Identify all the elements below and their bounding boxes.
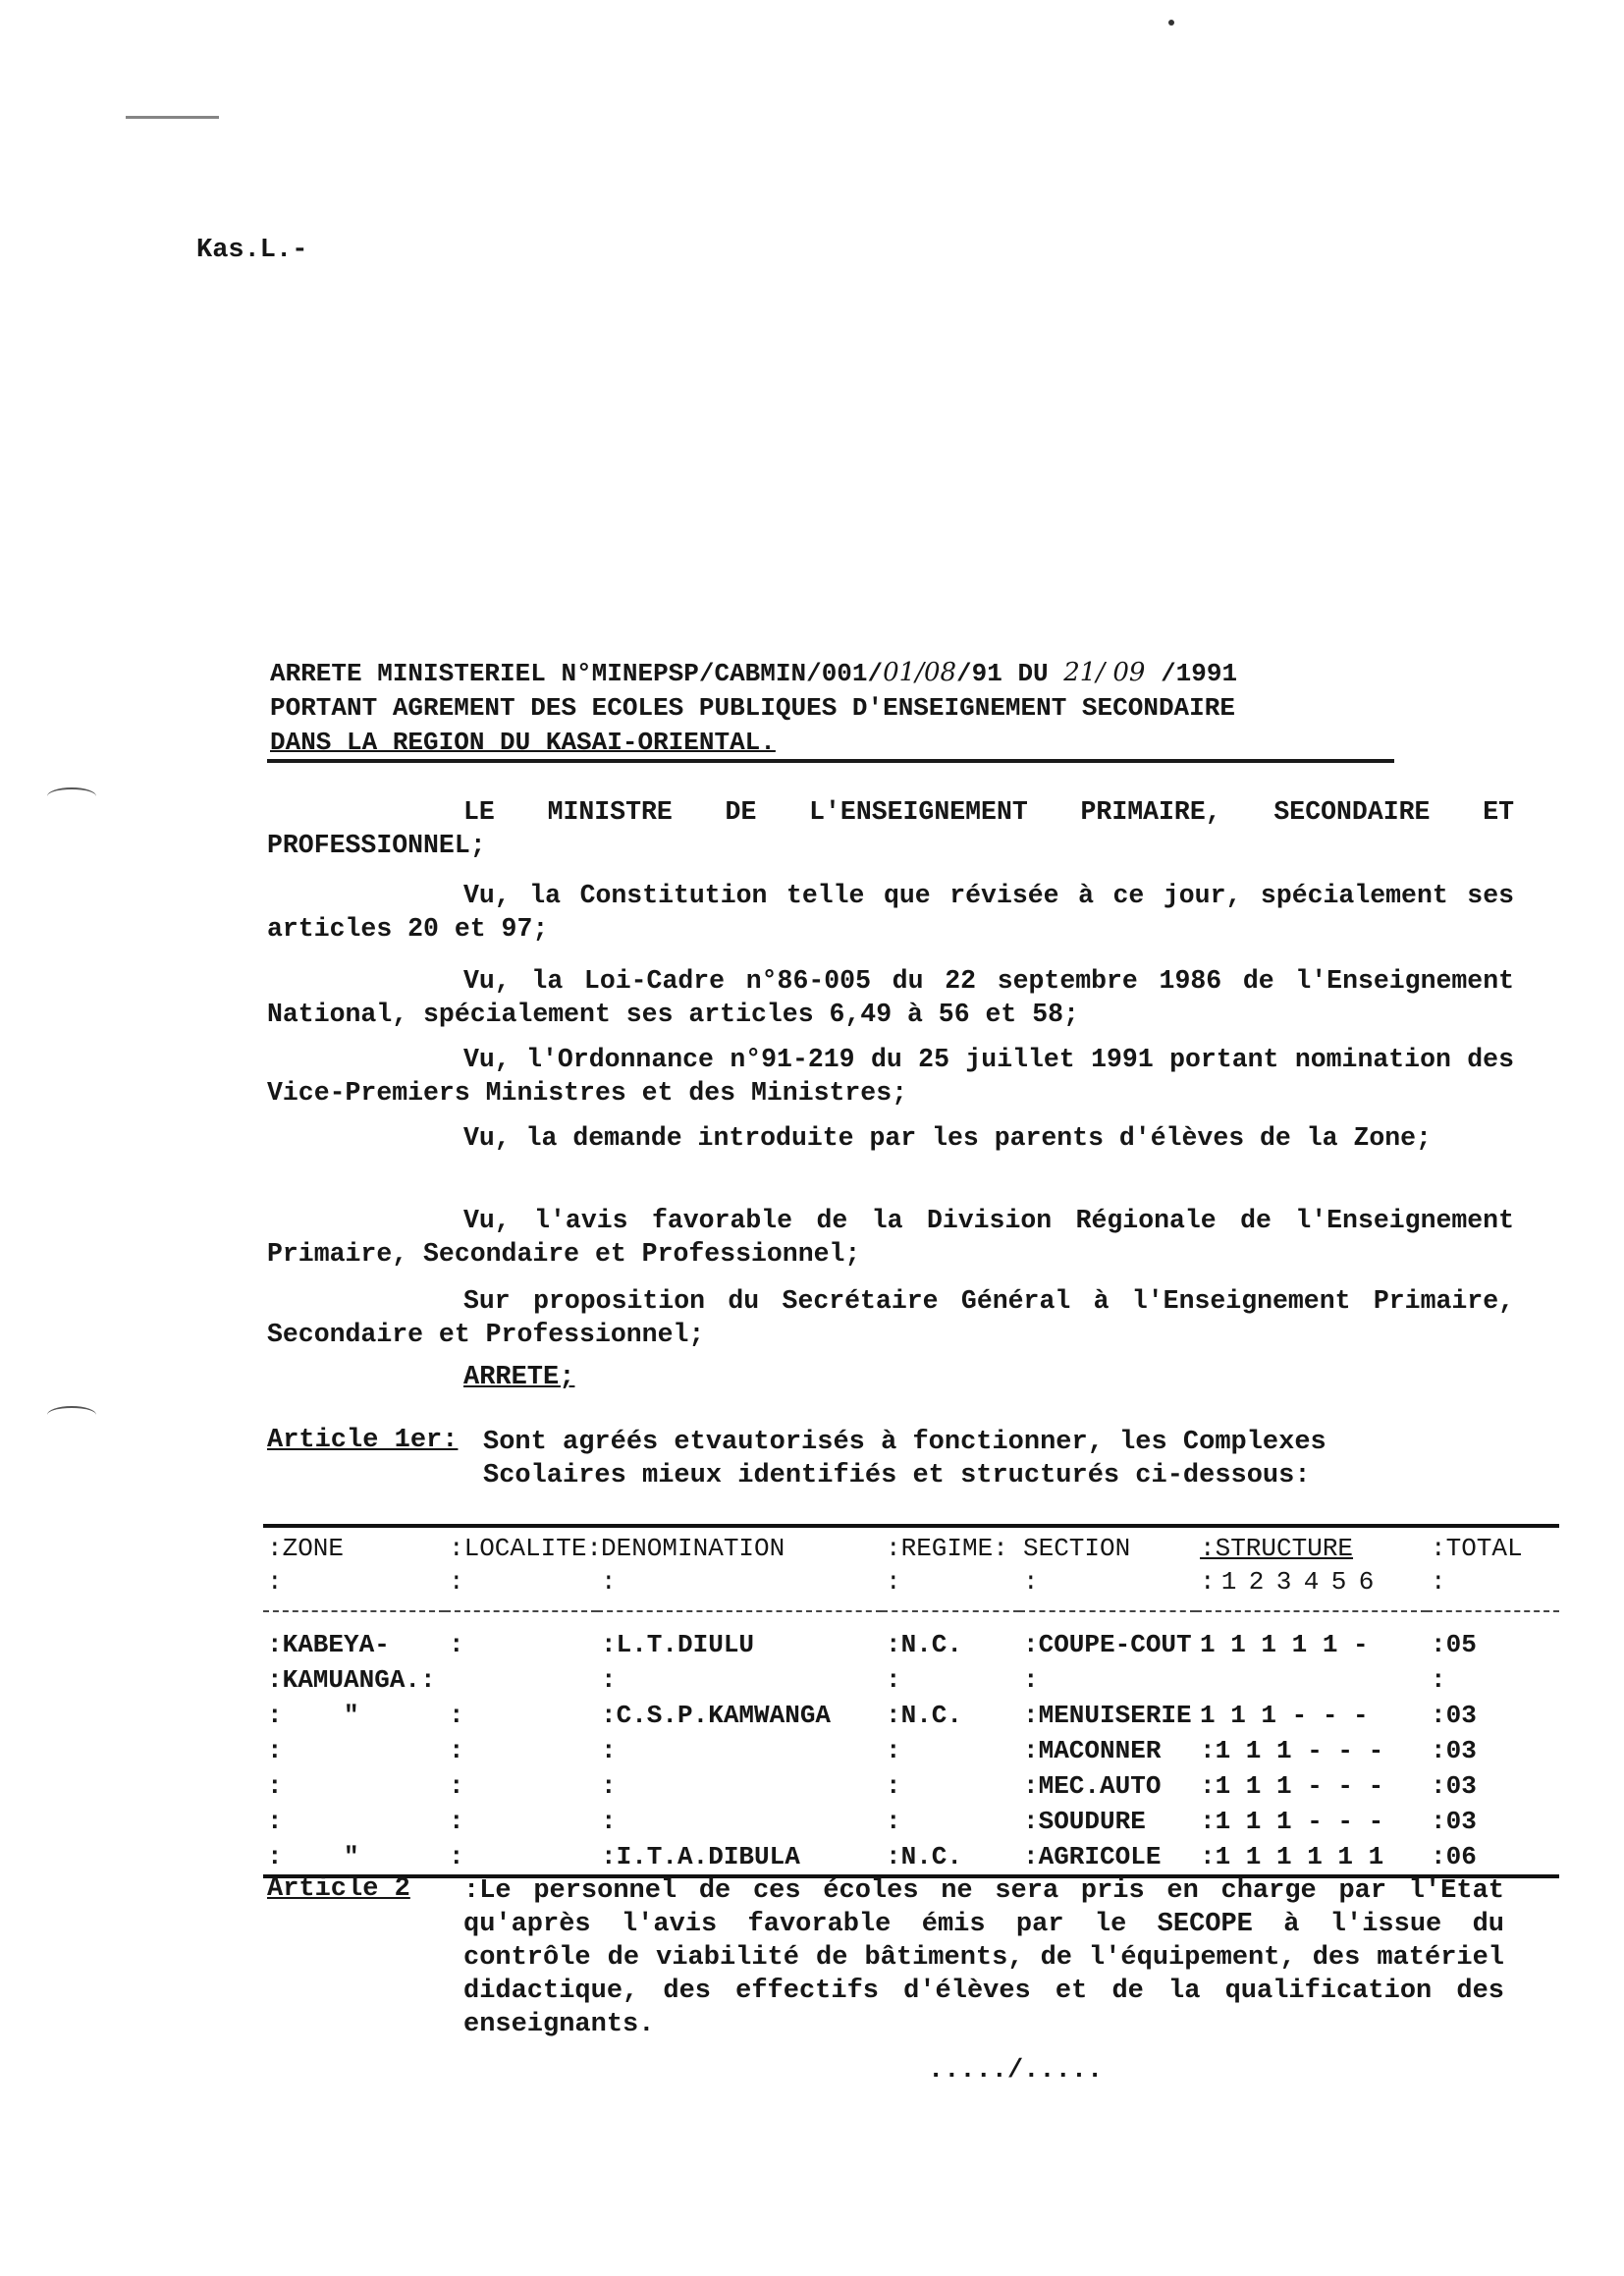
cell-structure: 1 1 1 1 1 - <box>1200 1630 1369 1659</box>
col-header-regime: :REGIME: <box>882 1526 1019 1567</box>
document-reference: Kas.L.- <box>196 236 308 265</box>
cell-section: : <box>1023 1665 1039 1695</box>
cell-structure: 1 1 1 - - - <box>1200 1701 1369 1730</box>
cell-denomination: : <box>601 1771 617 1801</box>
cell-section: :SOUDURE <box>1023 1807 1146 1836</box>
ink-speck <box>1168 20 1174 26</box>
cell-zone: :KAMUANGA.: <box>267 1665 436 1695</box>
ink-speck <box>126 116 219 119</box>
cell-zone: : <box>267 1736 283 1765</box>
cell-zone: : " <box>267 1701 359 1730</box>
cell-section: :MACONNER <box>1023 1736 1162 1765</box>
table-header-row <box>263 1526 1559 1567</box>
cell-regime: :N.C. <box>882 1839 1019 1876</box>
cell-structure: :1 1 1 1 1 1 <box>1196 1839 1427 1876</box>
col-header-localite: :LOCALITE: <box>445 1526 597 1567</box>
article-1-line-2: Scolaires mieux identifiés et structurés ci-dessous: <box>483 1461 1311 1490</box>
cell-denomination: :C.S.P.KAMWANGA <box>601 1701 832 1730</box>
vu-ordonnance: Vu, l'Ordonnance n°91-219 du 25 juillet 1991 portant nomination des Vice-Premiers Ministres et des Ministres; <box>267 1045 1514 1108</box>
cell-localite: : <box>449 1701 464 1730</box>
cell-localite: : <box>449 1736 464 1765</box>
cell-total: :03 <box>1431 1736 1477 1765</box>
cell-denomination: : <box>601 1665 617 1695</box>
structure-digit: 1 <box>1220 1567 1237 1597</box>
table-row <box>263 1662 1559 1698</box>
schools-table <box>263 1524 1559 1878</box>
minister-heading: LE MINISTRE DE L'ENSEIGNEMENT PRIMAIRE, SECONDAIRE ET PROFESSIONNEL; <box>267 797 1514 860</box>
vu-avis: Vu, l'avis favorable de la Division Régionale de l'Enseignement Primaire, Secondaire et Professionnel; <box>267 1206 1514 1269</box>
cell-zone: :KABEYA- <box>267 1630 390 1659</box>
cell-structure: :1 1 1 - - - <box>1200 1807 1384 1836</box>
proposition: Sur proposition du Secrétaire Général à l'Enseignement Primaire, Secondaire et Professionnel; <box>267 1286 1514 1349</box>
table-row <box>263 1733 1559 1768</box>
cell-regime: : <box>886 1771 901 1801</box>
cell-denomination: :I.T.A.DIBULA <box>597 1839 882 1876</box>
structure-digits: : 1 2 3 4 5 6 <box>1196 1567 1427 1611</box>
structure-digits-row: : : : : : : 1 2 3 4 5 6 : <box>263 1567 1559 1611</box>
cell-localite: : <box>445 1839 597 1876</box>
article-2-label: Article 2 <box>267 1874 410 1904</box>
article-1-line-1: Sont agréés etvautorisés à fonctionner, les Complexes <box>483 1428 1326 1457</box>
structure-digit: 2 <box>1248 1567 1265 1597</box>
cell-denomination: : <box>601 1736 617 1765</box>
article-1-text <box>483 1426 1465 1492</box>
col-header-denomination: DENOMINATION <box>597 1526 882 1567</box>
cell-structure: :1 1 1 - - - <box>1200 1771 1384 1801</box>
cell-zone: : <box>267 1771 283 1801</box>
structure-digit: 4 <box>1303 1567 1320 1597</box>
cell-denomination: :L.T.DIULU <box>601 1630 755 1659</box>
cell-zone: : " <box>263 1839 445 1876</box>
document-title <box>270 656 1389 760</box>
cell-regime: : <box>886 1736 901 1765</box>
vu-loi-cadre: Vu, la Loi-Cadre n°86-005 du 22 septembre 1986 de l'Enseignement National, spécialement ses articles 6,49 à 56 et 58; <box>267 966 1514 1029</box>
page-continuation-mark: ...../..... <box>928 2056 1104 2086</box>
col-header-zone: :ZONE <box>263 1526 445 1567</box>
cell-localite: : <box>449 1771 464 1801</box>
article-2-text: :Le personnel de ces écoles ne sera pris en charge par l'Etat qu'après l'avis favorable émis par le SECOPE à l'issue du contrôle de viabilité de bâtiments, de l'équipement, des matériel didactique, des effectifs d'élèves et de la qualification des enseignants. <box>463 1876 1504 2039</box>
handwritten-number: 01/08 <box>883 658 957 687</box>
title-rule <box>267 759 1394 763</box>
cell-regime: : <box>886 1665 901 1695</box>
table-row <box>263 1768 1559 1804</box>
margin-mark <box>47 787 96 805</box>
title-line-3: DANS LA REGION DU KASAI-ORIENTAL. <box>270 728 776 757</box>
cell-regime: :N.C. <box>886 1630 963 1659</box>
cell-localite <box>445 1662 597 1698</box>
vu-constitution: Vu, la Constitution telle que révisée à ce jour, spécialement ses articles 20 et 97; <box>267 881 1514 944</box>
structure-digit: 6 <box>1358 1567 1375 1597</box>
article-1-label: Article 1er: <box>267 1426 459 1455</box>
cell-localite: : <box>449 1807 464 1836</box>
table-row <box>263 1839 1559 1876</box>
table-row <box>263 1611 1559 1662</box>
cell-section: :MEC.AUTO <box>1023 1771 1162 1801</box>
arrete-heading: ARRETE; <box>463 1363 575 1392</box>
col-header-total: :TOTAL <box>1427 1526 1559 1567</box>
table-row <box>263 1804 1559 1839</box>
table-row <box>263 1698 1559 1733</box>
cell-regime: :N.C. <box>886 1701 963 1730</box>
cell-total: :03 <box>1431 1771 1477 1801</box>
cell-structure: :1 1 1 - - - <box>1200 1736 1384 1765</box>
col-header-structure: :STRUCTURE <box>1196 1526 1427 1567</box>
structure-digit: 3 <box>1275 1567 1292 1597</box>
vu-demande: Vu, la demande introduite par les parents d'élèves de la Zone; <box>463 1123 1432 1153</box>
cell-total: :03 <box>1431 1807 1477 1836</box>
cell-section: :AGRICOLE <box>1019 1839 1196 1876</box>
cell-zone: : <box>267 1807 283 1836</box>
col-header-section: SECTION <box>1019 1526 1196 1567</box>
cell-total: :06 <box>1427 1839 1559 1876</box>
cell-total: : <box>1431 1665 1446 1695</box>
cell-total: :05 <box>1431 1630 1477 1659</box>
cell-denomination: : <box>601 1807 617 1836</box>
title-line-2: PORTANT AGREMENT DES ECOLES PUBLIQUES D'ENSEIGNEMENT SECONDAIRE <box>270 693 1235 723</box>
cell-total: :03 <box>1431 1701 1477 1730</box>
cell-section: :MENUISERIE <box>1023 1701 1192 1730</box>
cell-regime: : <box>886 1807 901 1836</box>
cell-localite: : <box>449 1630 464 1659</box>
structure-digit: 5 <box>1330 1567 1347 1597</box>
title-line-1: ARRETE MINISTERIEL N°MINEPSP/CABMIN/001/01/08/91 DU 21/ 09 /1991 <box>270 658 1238 688</box>
margin-mark <box>47 1406 96 1424</box>
cell-section: :COUPE-COUT <box>1023 1630 1192 1659</box>
handwritten-date: 21/ 09 <box>1063 658 1146 687</box>
cell-structure <box>1196 1662 1427 1698</box>
